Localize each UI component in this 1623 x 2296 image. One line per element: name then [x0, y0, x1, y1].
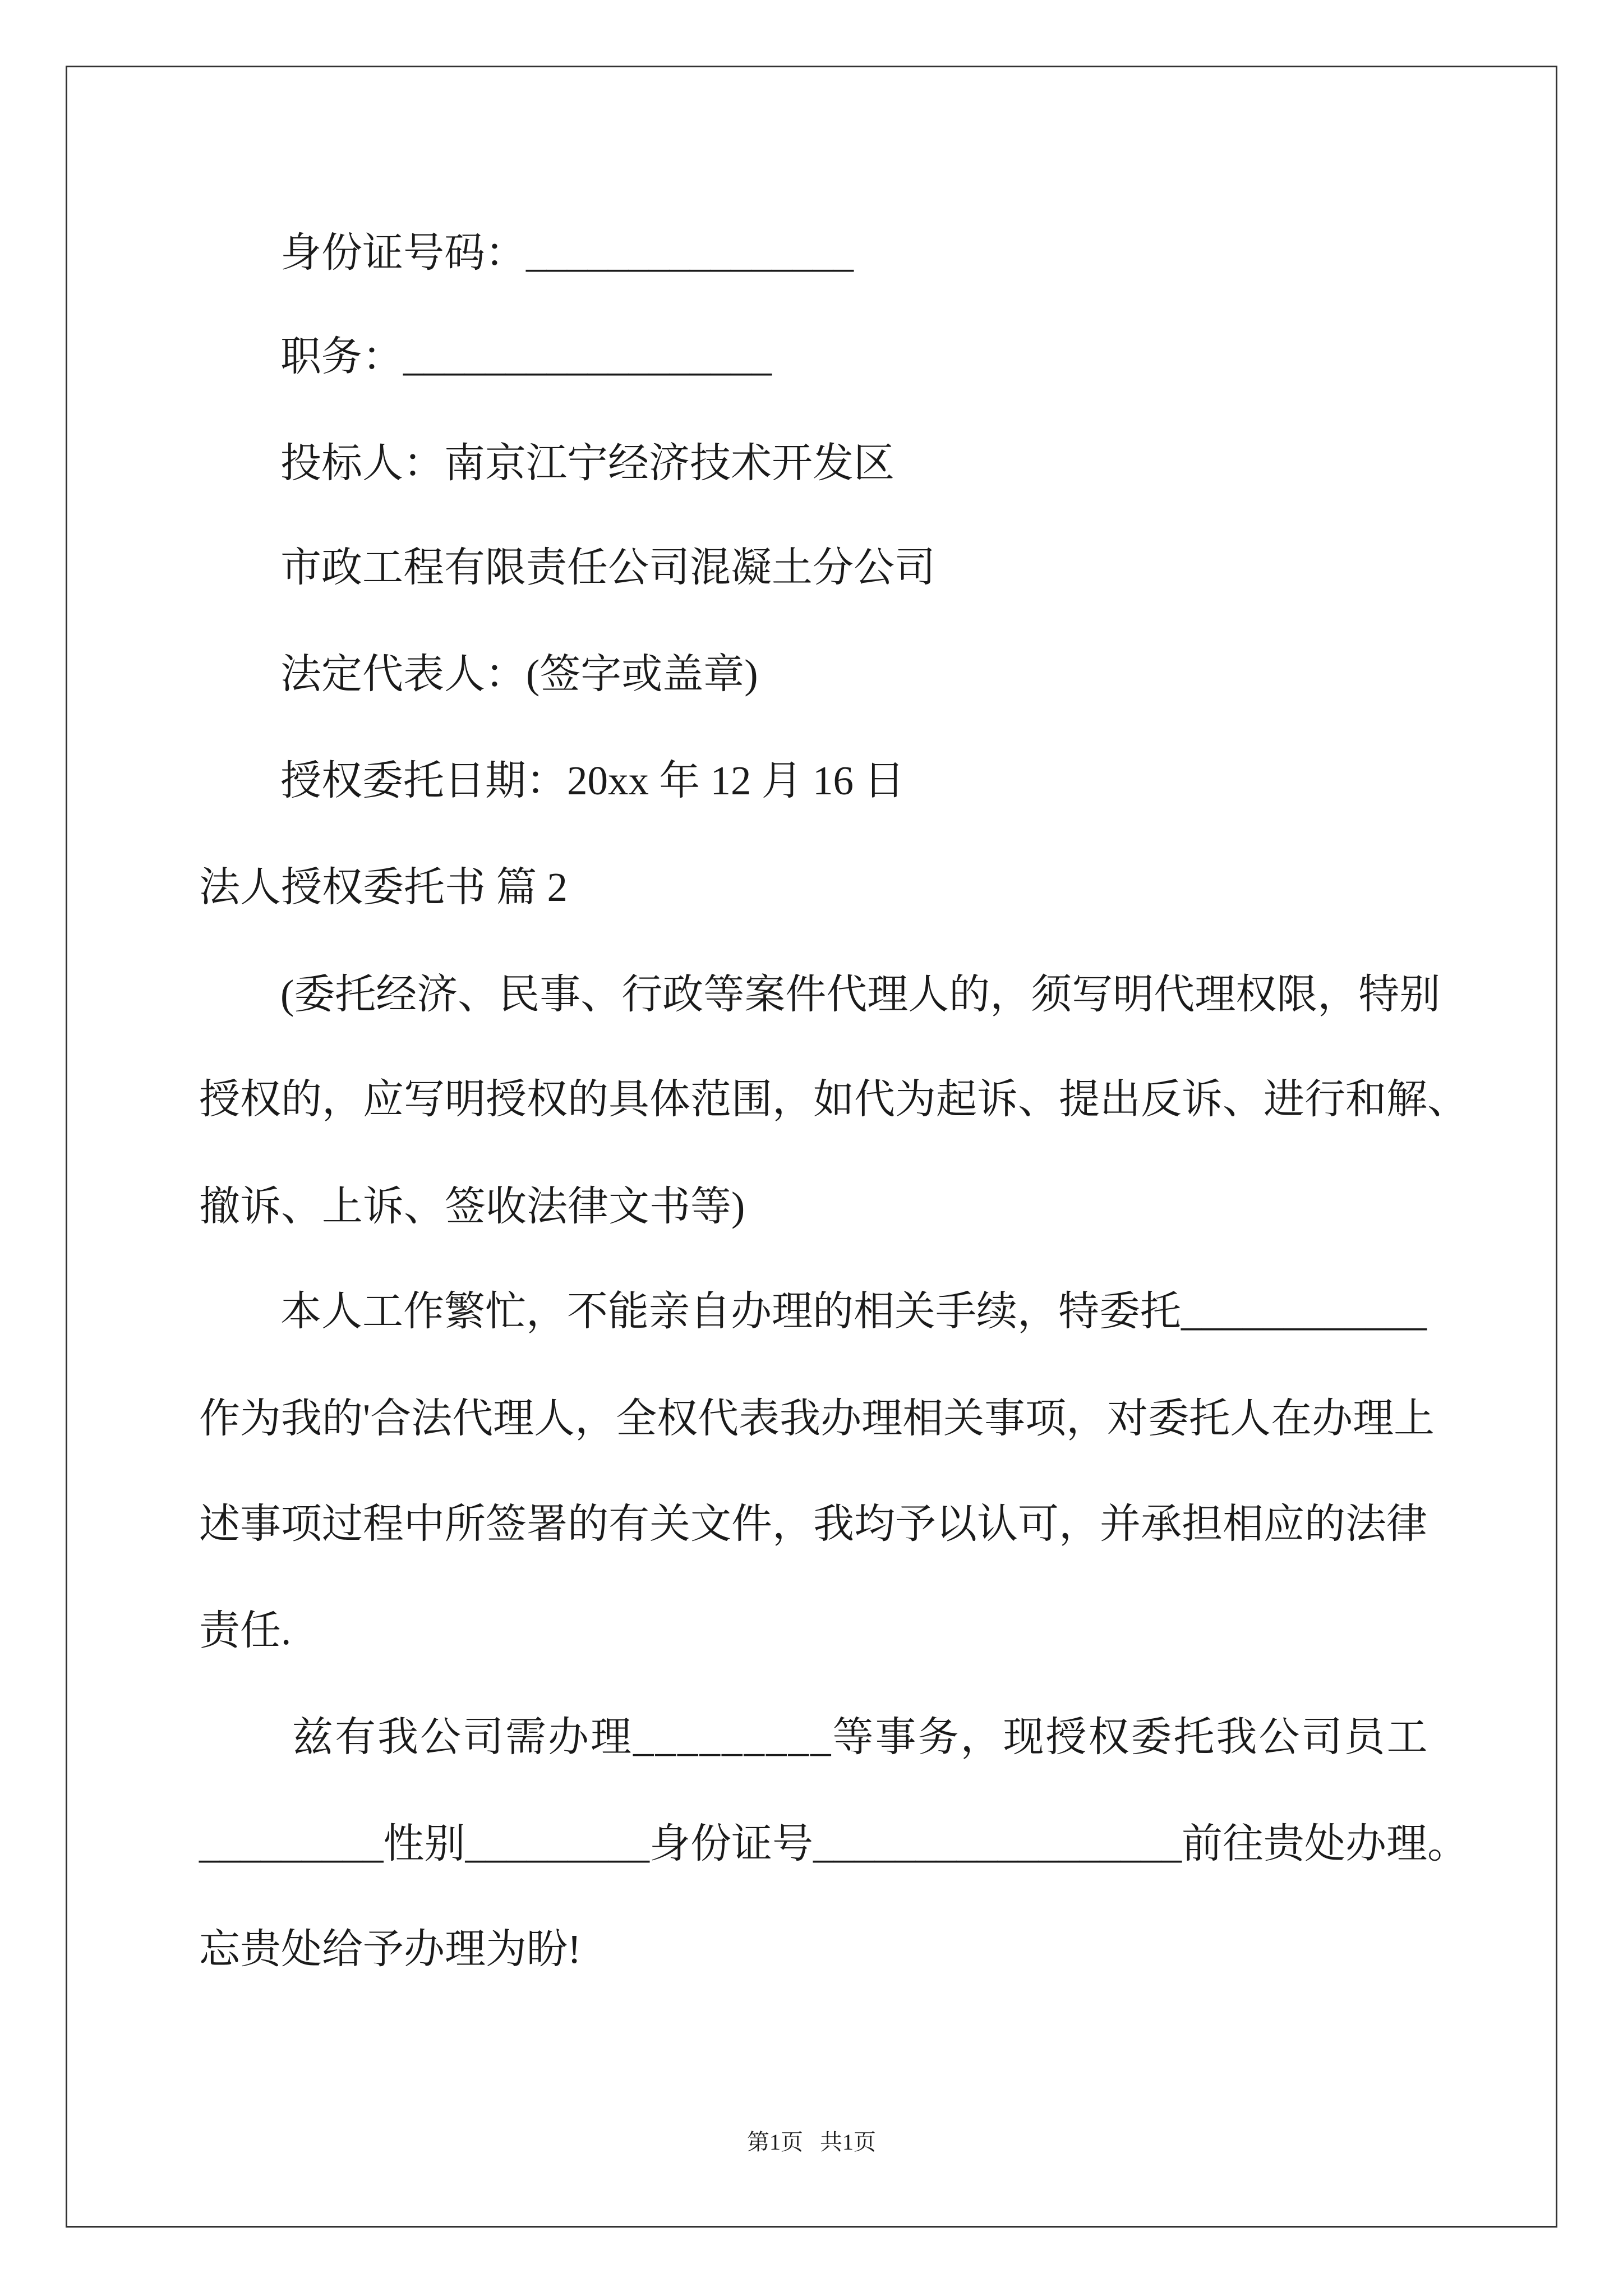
page-footer: 第1页 共1页 — [747, 2129, 876, 2155]
statement-paragraph-line: 本人工作繁忙，不能亲自办理的相关手续，特委托____________ — [280, 1289, 1427, 1334]
bidder-name-continuation: 市政工程有限责任公司混凝土分公司 — [280, 545, 935, 590]
company-paragraph-line: 忘贵处给予办理为盼! — [199, 1926, 582, 1972]
bidder-name-line: 投标人：南京江宁经济技术开发区 — [280, 440, 895, 486]
authorization-date-line: 授权委托日期：20xx 年 12 月 16 日 — [280, 758, 905, 803]
id-number-field: 身份证号码：________________ — [280, 230, 854, 275]
page-border — [66, 66, 1557, 2228]
position-field: 职务：__________________ — [280, 334, 772, 379]
company-paragraph-line: 兹有我公司需办理_________等事务，现授权委托我公司员工 — [292, 1714, 1430, 1760]
statement-paragraph-line: 述事项过程中所签署的有关文件，我均予以认可，并承担相应的法律 — [199, 1501, 1427, 1547]
company-paragraph-line: _________性别_________身份证号__________________前往贵处办理。 — [199, 1821, 1468, 1866]
note-paragraph-line: (委托经济、民事、行政等案件代理人的，须写明代理权限，特别 — [280, 972, 1441, 1017]
statement-paragraph-line: 责任. — [199, 1608, 292, 1653]
note-paragraph-line: 撤诉、上诉、签收法律文书等) — [199, 1184, 745, 1229]
legal-representative-line: 法定代表人：(签字或盖章) — [280, 651, 758, 697]
statement-paragraph-line: 作为我的'合法代理人，全权代表我办理相关事项，对委托人在办理上 — [199, 1396, 1435, 1441]
section-heading: 法人授权委托书 篇 2 — [199, 864, 568, 910]
note-paragraph-line: 授权的，应写明授权的具体范围，如代为起诉、提出反诉、进行和解、 — [199, 1076, 1468, 1122]
